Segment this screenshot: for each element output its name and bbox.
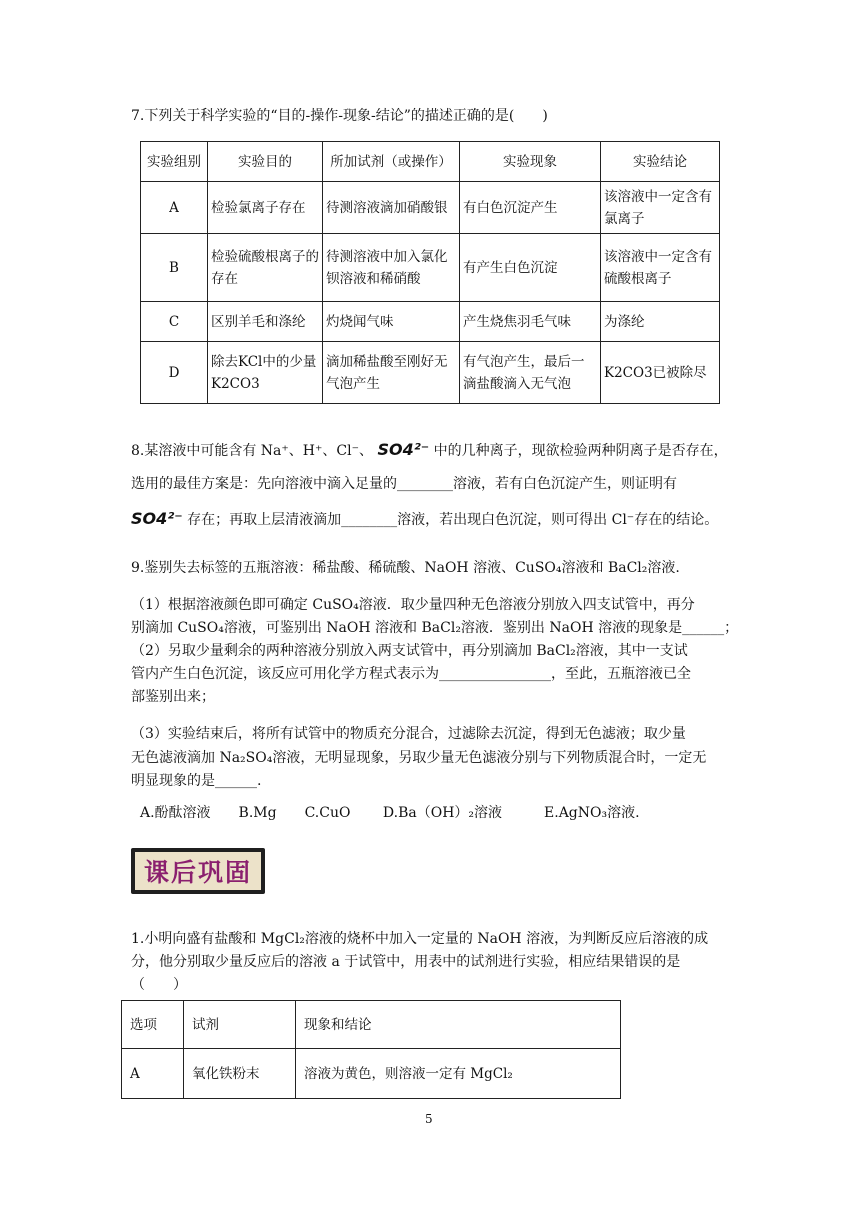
q9-p2-line-2: 管内产生白色沉淀，该反应可用化学方程式表示为________________，至此，五瓶溶液已全: [131, 666, 691, 682]
table-header-row: [122, 1001, 621, 1049]
q9-p2-line-3: 部鉴别出来；: [131, 689, 215, 705]
row-group: A: [141, 182, 208, 234]
hq1-line-1: 1.小明向盛有盐酸和 MgCl₂溶液的烧杯中加入一定量的 NaOH 溶液，为判断反应后溶液的成: [131, 931, 709, 947]
hq1-line-2: 分，他分别取少量反应后的溶液 a 于试管中，用表中的试剂进行实验，相应结果错误的是: [131, 954, 681, 970]
row-conclusion: 该溶液中一定含有硫酸根离子: [601, 234, 720, 302]
row-reagent: 待测溶液滴加硝酸银: [323, 182, 460, 234]
q9-p1-line-1: （1）根据溶液颜色即可确定 CuSO₄溶液．取少量四种无色溶液分别放入四支试管中，再分: [131, 597, 695, 613]
q9-p3-line-1: （3）实验结束后，将所有试管中的物质充分混合，过滤除去沉淀，得到无色滤液；取少量: [131, 726, 686, 742]
hq1-table: [121, 1000, 621, 1099]
page-number: 5: [425, 1112, 433, 1126]
q9-options: A.酚酞溶液 B.Mg C.CuO D.Ba（OH）₂溶液 E.AgNO₃溶液.: [140, 805, 640, 821]
table-row: [141, 302, 720, 342]
q7-table: [140, 141, 720, 404]
row-phenomenon: 有产生白色沉淀: [460, 234, 601, 302]
q8-line-2: 选用的最佳方案是：先向溶液中滴入足量的________溶液，若有白色沉淀产生，则证明有: [131, 476, 677, 492]
table-header-row: [141, 142, 720, 182]
header-purpose: 实验目的: [208, 142, 323, 182]
q8-line-1-a: 8.某溶液中可能含有 Na⁺、H⁺、Cl⁻、: [131, 443, 373, 459]
row-phenomenon: 有气泡产生，最后一滴盐酸滴入无气泡: [460, 342, 601, 404]
row-purpose: 除去KCl中的少量K2CO3: [208, 342, 323, 404]
q9-p1-line-2: 别滴加 CuSO₄溶液，可鉴别出 NaOH 溶液和 BaCl₂溶液．鉴别出 NaOH 溶液的现象是______；: [131, 620, 739, 636]
row-reagent: 氧化铁粉末: [184, 1049, 296, 1099]
header-reagent: 试剂: [184, 1001, 296, 1049]
section-badge: [131, 848, 265, 894]
row-reagent: 灼烧闻气味: [323, 302, 460, 342]
row-phenomenon: 有白色沉淀产生: [460, 182, 601, 234]
row-result: 溶液为黄色，则溶液一定有 MgCl₂: [296, 1049, 621, 1099]
q7-stem: 7.下列关于科学实验的“目的-操作-现象-结论”的描述正确的是( ): [131, 108, 548, 124]
row-phenomenon: 产生烧焦羽毛气味: [460, 302, 601, 342]
row-group: C: [141, 302, 208, 342]
header-option: 选项: [122, 1001, 184, 1049]
table-row: [141, 182, 720, 234]
row-purpose: 检验氯离子存在: [208, 182, 323, 234]
row-conclusion: 该溶液中一定含有氯离子: [601, 182, 720, 234]
sulfate-formula: SO4²⁻: [377, 440, 430, 459]
hq1-line-3: （ ）: [131, 977, 187, 993]
q8-line-1-b: 中的几种离子，现欲检验两种阴离子是否存在，: [433, 443, 728, 459]
header-result: 现象和结论: [296, 1001, 621, 1049]
row-group: D: [141, 342, 208, 404]
row-option: A: [122, 1049, 184, 1099]
header-group: 实验组别: [141, 142, 208, 182]
header-phenomenon: 实验现象: [460, 142, 601, 182]
q8-line-3: [131, 509, 718, 530]
q8-line-1: [131, 440, 728, 461]
q8-line-3-b: 存在；再取上层清液滴加________溶液，若出现白色沉淀，则可得出 Cl⁻存在的结论。: [187, 512, 719, 528]
section-badge-label: 课后巩固: [143, 858, 252, 887]
q9-p3-line-2: 无色滤液滴加 Na₂SO₄溶液，无明显现象，另取少量无色滤液分别与下列物质混合时，一定无: [131, 750, 707, 766]
row-conclusion: 为涤纶: [601, 302, 720, 342]
table-row: [141, 234, 720, 302]
section-badge-inner: [135, 852, 261, 890]
header-conclusion: 实验结论: [601, 142, 720, 182]
row-conclusion: K2CO3已被除尽: [601, 342, 720, 404]
q9-stem: 9.鉴别失去标签的五瓶溶液：稀盐酸、稀硫酸、NaOH 溶液、CuSO₄溶液和 BaCl₂溶液.: [131, 560, 680, 576]
row-reagent: 待测溶液中加入氯化钡溶液和稀硝酸: [323, 234, 460, 302]
table-row: [122, 1049, 621, 1099]
row-group: B: [141, 234, 208, 302]
row-purpose: 区别羊毛和涤纶: [208, 302, 323, 342]
table-row: [141, 342, 720, 404]
q9-p3-line-3: 明显现象的是______.: [131, 773, 262, 789]
row-purpose: 检验硫酸根离子的存在: [208, 234, 323, 302]
header-reagent: 所加试剂（或操作）: [323, 142, 460, 182]
row-reagent: 滴加稀盐酸至刚好无气泡产生: [323, 342, 460, 404]
sulfate-formula: SO4²⁻: [131, 509, 183, 528]
q9-p2-line-1: （2）另取少量剩余的两种溶液分别放入两支试管中，再分别滴加 BaCl₂溶液，其中一支试: [131, 643, 688, 659]
